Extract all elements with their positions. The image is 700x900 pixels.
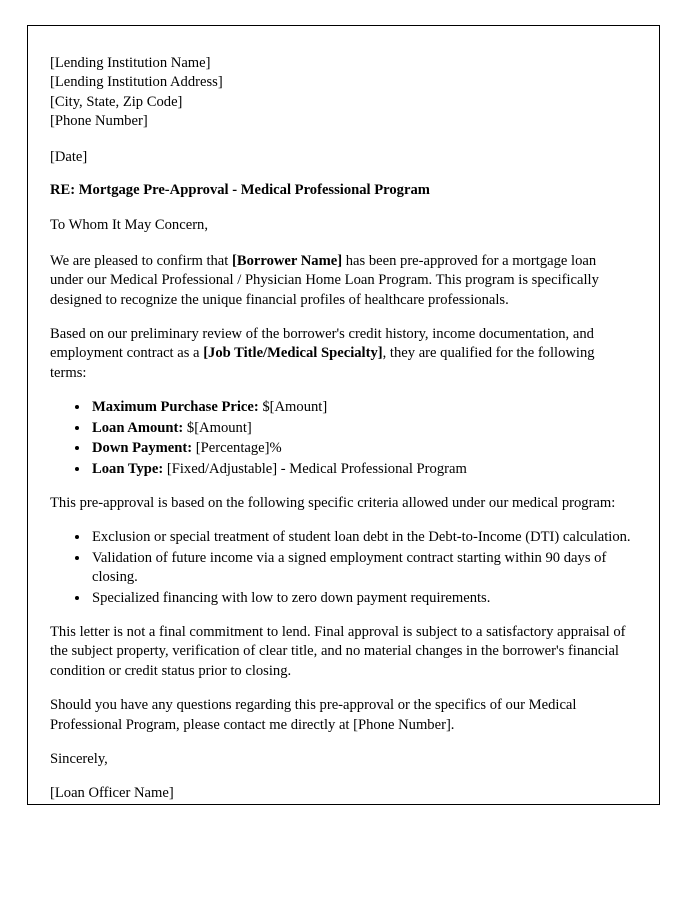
list-item: • Validation of future income via a signed employment contract starting within 90 days of closing. [90, 549, 633, 588]
list-item [90, 439, 633, 458]
loan-officer-name: [Loan Officer Name] [50, 785, 174, 802]
term-label: Loan Type: [92, 460, 164, 477]
term-label: Down Payment: [92, 440, 193, 457]
term-value: $[Amount] [186, 419, 252, 436]
paragraph-contact: Should you have any questions regarding this pre-approval or the specifics of our Medical Professional Program, please contact me directly at [Phone Number]. [50, 697, 577, 733]
letter-closing: Sincerely, [50, 750, 108, 767]
criteria-list [50, 528, 633, 608]
list-item [90, 398, 633, 417]
paragraph-review [50, 325, 633, 383]
term-value: [Fixed/Adjustable] - Medical Professional Program [166, 460, 467, 477]
paragraph-criteria-intro: This pre-approval is based on the following specific criteria allowed under our medical program: [50, 494, 616, 511]
paragraph-approval-before: We are pleased to confirm that [50, 252, 232, 269]
letter-date: [Date] [50, 148, 88, 165]
letter-subject: RE: Mortgage Pre-Approval - Medical Professional Program [50, 182, 430, 199]
list-item [90, 419, 633, 438]
term-value: $[Amount] [262, 399, 328, 416]
sender-city-state-zip: [City, State, Zip Code] [50, 93, 183, 110]
term-label: Maximum Purchase Price: [92, 399, 259, 416]
letter-salutation: To Whom It May Concern, [50, 217, 208, 234]
list-item [90, 460, 633, 479]
term-value: [Percentage]% [195, 440, 282, 457]
list-item: • Exclusion or special treatment of student loan debt in the Debt-to-Income (DTI) calculation. [90, 528, 633, 547]
letter-page [27, 25, 660, 805]
loan-terms-list [50, 398, 633, 479]
sender-address-block [50, 54, 633, 132]
sender-phone: [Phone Number] [50, 113, 148, 130]
paragraph-review-after: , they are qualified for the following terms: [50, 345, 595, 381]
paragraph-approval [50, 252, 633, 310]
job-title-placeholder: [Job Title/Medical Specialty] [203, 345, 383, 362]
list-item: • Specialized financing with low to zero down payment requirements. [90, 589, 633, 608]
term-label: Loan Amount: [92, 419, 184, 436]
paragraph-disclaimer: This letter is not a final commitment to lend. Final approval is subject to a satisfactory appraisal of the subject property, verification of clear title, and no material changes in the borrower's financial condition or credit status prior to closing. [50, 623, 626, 679]
sender-street: [Lending Institution Address] [50, 74, 223, 91]
letter-body [28, 26, 659, 804]
paragraph-approval-after: has been pre-approved for a mortgage loan under our Medical Professional / Physician Home Loan Program. This program is specifically designed to recognize the unique financial profiles of healthcare professionals. [50, 252, 599, 308]
borrower-name-placeholder: [Borrower Name] [231, 252, 343, 269]
paragraph-review-before: Based on our preliminary review of the borrower's credit history, income documentation, and employment contract as a [50, 326, 594, 362]
sender-name: [Lending Institution Name] [50, 55, 211, 71]
